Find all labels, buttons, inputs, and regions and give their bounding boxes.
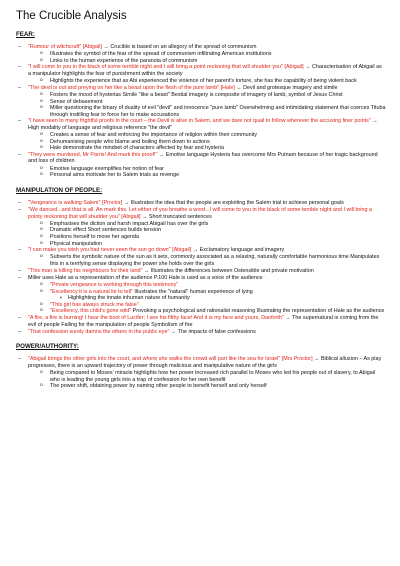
sub-list-item: [16, 92, 386, 99]
sub-list-item: [16, 221, 386, 228]
bullet-marker: o: [40, 132, 43, 138]
bullet-marker: o: [40, 165, 43, 171]
arrow-icon: →: [283, 314, 291, 321]
sub-list-item: [16, 58, 386, 65]
quote-text: "Abigail brings the other girls into the court, and where she walks the crowd will part like the sea for Israel" [Mrs Proctor]: [28, 356, 313, 363]
quote-text: "I can make you wish you had never seen the sun go down" [Abigail]: [28, 247, 192, 254]
bullet-marker: o: [40, 383, 43, 389]
analysis-text: The supernatural is coming from the evil of people Falling for the manipulation of people Symbolism of fire: [28, 314, 379, 328]
list-item: [16, 356, 386, 369]
bullet-marker: o: [40, 172, 43, 178]
sub-list-item: [16, 383, 386, 390]
analysis-text: Exclamatory language and imagery: [198, 247, 285, 254]
analysis-text: Highlights the experience that as Abi experienced the violence of her parent's torture, she has the capability of being violent back: [50, 78, 357, 85]
quote-text: "This man is killing his neighbours for their land": [28, 267, 143, 274]
section-heading: MANIPULATION OF PEOPLE:: [16, 186, 103, 194]
bullet-marker: o: [40, 288, 43, 294]
analysis-text: Devil and grotesque imagery and simile: [241, 84, 338, 91]
quote-text: "I will come to you in the black of some terrible night and I will bring a point reckoning that will shudder you" [Abigail]: [28, 64, 304, 71]
section-heading: POWER/AUTHORITY:: [16, 343, 79, 351]
sub-list-item: [16, 241, 386, 248]
sub-list-item: [16, 172, 386, 179]
quote-text: "A fire, a fire is burning! I hear the boot of Lucifer; I see his filthy face! And it is my face and yours, Danforth": [28, 314, 284, 321]
list-item: [16, 329, 386, 336]
quote-text: "They were murdered, Mr Parris! And mark this proof!": [28, 151, 158, 158]
bullet-marker: o: [40, 220, 43, 226]
list-item: [16, 207, 386, 220]
analysis-text: Emotive language exemplifies her notion of fear: [50, 165, 164, 172]
analysis-text: Miller uses Hale as a representation of the audience P.100 Hale is used as a voice of the audience: [28, 274, 263, 281]
bullet-marker: o: [40, 51, 43, 57]
bullet-marker: –: [18, 64, 21, 71]
arrow-icon: →: [101, 44, 109, 50]
analysis-text: Hale demonstrate the mindset of characters affected by fear and hysteria: [50, 145, 224, 152]
sub-list-item: [16, 105, 386, 118]
analysis-text: Fosters the mood of hysterias Simile "like a beast" Bestial imagery is composite of imagery of lamb, symbol of Jesus Christ: [50, 91, 343, 98]
analysis-text: Crucible is based on an allegory of the spread of communism: [108, 44, 257, 50]
section-body: [16, 44, 386, 179]
quote-text: "Excellency it is a natural lie to tell": [50, 288, 133, 295]
analysis-text: Miller questioning the binary of duality of evil "devil" and innocence "pure lamb" Overwhelming and intimidating statement that coerces Tituba through instilling fear to force her to make accusations: [50, 105, 386, 118]
list-item: [16, 85, 386, 92]
analysis-text: Highlighting the innate inhuman nature of humanity: [68, 295, 190, 302]
section-body: [16, 200, 386, 335]
bullet-marker: o: [40, 98, 43, 104]
sub-list-item: [16, 99, 386, 106]
section-body: [16, 356, 386, 390]
arrow-icon: →: [142, 267, 150, 274]
analysis-text: Creates a sense of fear and enforcing the importance of religion within their community: [50, 132, 258, 139]
sub-list-item: [16, 302, 386, 309]
section-heading: FEAR:: [16, 31, 35, 38]
bullet-marker: –: [18, 267, 21, 274]
bullet-marker: o: [40, 145, 43, 151]
bullet-marker: –: [18, 274, 21, 281]
sub-list-item: [16, 282, 386, 289]
bullet-marker: –: [18, 84, 21, 91]
quote-text: "Rumour of witchcraft" [Abigail]: [28, 44, 102, 50]
analysis-text: Illustrates the symbol of the fear of the spread of communism infiltrating American institutions: [50, 51, 272, 58]
list-item: [16, 64, 386, 77]
sub-list-item: [16, 254, 386, 267]
bullet-marker: –: [18, 328, 21, 335]
analysis-text: The impacts of false confessions: [176, 328, 256, 335]
analysis-text: Positions herself to move her agenda: [50, 234, 139, 240]
list-item: [16, 44, 386, 51]
sub-list-item: [16, 78, 386, 85]
bullet-marker: –: [18, 199, 21, 206]
bullet-marker: o: [40, 105, 43, 111]
bullet-marker: –: [18, 247, 21, 254]
bullet-marker: –: [18, 314, 21, 321]
sub-list-item: [16, 132, 386, 139]
quote-text: "The devil is out and preying on her like a beast upon the flesh of the pure lamb" [Hale]: [28, 84, 235, 91]
sub-list-item: [16, 51, 386, 58]
analysis-text: High modality of language and religious reference "the devil": [28, 124, 173, 131]
bullet-marker: o: [40, 281, 43, 287]
analysis-text: Short truncated sentences: [147, 213, 212, 220]
bullet-marker: o: [40, 234, 43, 239]
sub-list-item: [16, 234, 386, 241]
analysis-text: Dramatic effect Short sentences builds tension: [50, 227, 162, 234]
list-item: [16, 275, 386, 282]
analysis-text: Emphasises the diction and harsh impact Abigail has over the girls: [50, 220, 209, 227]
analysis-text: Emotive language Hysteria has overcome Mrs Putnam because of her tragic background and loss of children: [28, 151, 378, 165]
bullet-marker: –: [18, 207, 21, 214]
analysis-text: Illustrates the "natural" human experience of lying: [132, 288, 253, 295]
analysis-text: Characterisation of Abigail as a manipulator highlights the fear of punishment within the society: [28, 64, 382, 77]
list-item: [16, 268, 386, 275]
bullet-marker: –: [18, 356, 21, 363]
list-item: [16, 315, 386, 328]
document-title: The Crucible Analysis: [16, 10, 127, 22]
quote-text: "That confession surely damns the others in the public eye": [28, 328, 170, 335]
analysis-text: Illustrates the differences between Ostensible and private motivation: [149, 267, 314, 274]
bullet-marker: –: [18, 44, 21, 50]
list-item: [16, 152, 386, 165]
bullet-marker: –: [18, 151, 21, 158]
quote-text: "Vengeance is walking Salem" [Proctor]: [28, 199, 123, 206]
arrow-icon: →: [191, 247, 199, 254]
quote-text: "Excellency, this child's gone wild": [50, 308, 132, 315]
sub-list-item: [16, 145, 386, 152]
arrow-icon: →: [169, 328, 177, 335]
analysis-text: Biblical allusion – As play progresses, there is an upward trajectory of power through malicious and manipulative nature of the girls: [28, 356, 382, 369]
list-item: [16, 200, 386, 207]
bullet-marker: o: [40, 138, 43, 144]
analysis-text: Provoking a psychological and rationalist reasoning Illustrating the representation of Hale as the audience: [131, 308, 385, 315]
list-item: [16, 247, 386, 254]
bullet-marker: –: [18, 118, 21, 125]
bullet-marker: o: [40, 254, 43, 260]
quote-text: "I have seen to many frightful proofs in the court – the Devil is alive in Salem, and we dare not quail to follow wherever the accusing finer points": [28, 118, 371, 125]
sub-list-item: [16, 166, 386, 173]
arrow-icon: →: [370, 118, 378, 125]
analysis-text: Being compared to Moses' miracle highlights how her power increased rich parallel to Moses who led his people out of slavery, to Abigail who is leading the young girls into a trap of confession for her own benefit: [50, 370, 376, 383]
bullet-marker: o: [40, 78, 43, 84]
quote-text: "We danced...and that is all. An mark this. Let either of you breathe a word...I will come to you in the black of some terrible night and I will bring a pointy reckoning that will shudder you" [Abigail]: [28, 207, 372, 220]
analysis-text: The power shift, obtaining power by naming other people to benefit herself and only herself: [50, 383, 267, 390]
arrow-icon: →: [122, 199, 130, 206]
sections-container: [16, 31, 386, 390]
sub-list-item: [16, 289, 386, 296]
sub-list-item: [16, 139, 386, 146]
sub-list-item: [16, 227, 386, 234]
analysis-text: Links to the human experience of the paranoia of communism: [50, 57, 198, 64]
analysis-text: Sense of debasement: [50, 98, 103, 105]
arrow-icon: →: [303, 64, 311, 71]
quote-text: "This girl has always struck me false": [50, 301, 139, 308]
arrow-icon: →: [312, 356, 320, 363]
bullet-marker: o: [40, 370, 43, 376]
bullet-marker: ▪: [60, 295, 62, 302]
bullet-marker: o: [40, 91, 43, 97]
arrow-icon: →: [157, 151, 165, 158]
bullet-marker: o: [40, 57, 43, 63]
sub-list-item: [16, 370, 386, 383]
bullet-marker: o: [40, 301, 43, 307]
analysis-text: Dehumanising people who blame and boiling them down to actions: [50, 138, 210, 145]
bullet-marker: o: [40, 240, 43, 246]
sub-list-item: [16, 308, 386, 315]
analysis-text: Personal aims motivate her to Salem trials as revenge: [50, 172, 180, 179]
analysis-text: Physical manipulation: [50, 240, 103, 247]
list-item: [16, 118, 386, 131]
quote-text: "Private vengeance is working through this testimony": [50, 281, 179, 288]
arrow-icon: →: [140, 213, 148, 220]
sub-sub-list-item: [16, 295, 386, 302]
bullet-marker: o: [40, 308, 43, 314]
arrow-icon: →: [234, 84, 242, 91]
analysis-text: Subverts the symbolic nature of the sun as it sets, commonly associated as a relaxing, naturally comfortable harmonious time Manipulates this in a terrifying sense displaying the power she holds over the girls: [50, 254, 380, 267]
analysis-text: Illustrates the idea that the people are exploiting the Salem trial to achieve personal goals: [129, 199, 344, 206]
bullet-marker: o: [40, 227, 43, 233]
